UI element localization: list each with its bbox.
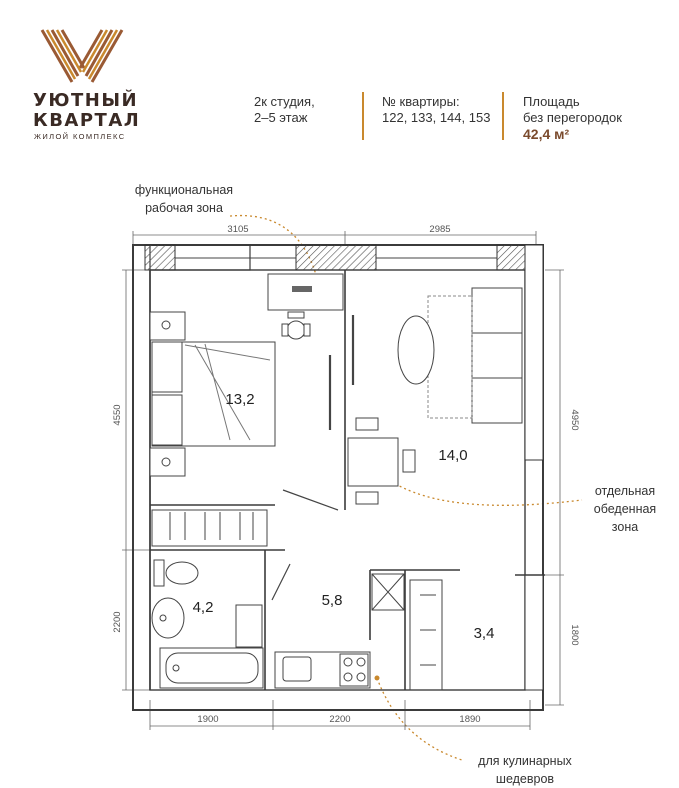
room-bedroom-area: 13,2 bbox=[225, 391, 255, 408]
brand-name bbox=[33, 91, 140, 131]
dim-top-left: 3105 bbox=[227, 224, 249, 235]
dining-line3: зона bbox=[611, 520, 639, 534]
apartment-type bbox=[254, 94, 315, 126]
room-living-area: 14,0 bbox=[438, 447, 468, 464]
toilet bbox=[154, 560, 198, 586]
apartments-label: № квартиры: bbox=[382, 94, 460, 109]
dim-right-top: 4950 bbox=[569, 409, 580, 431]
bed bbox=[150, 312, 275, 476]
apartments-value: 122, 133, 144, 153 bbox=[382, 110, 491, 125]
brand-logo-icon bbox=[40, 28, 124, 84]
kitchen-counter bbox=[275, 652, 370, 688]
apartment-numbers bbox=[382, 94, 490, 126]
kitchen-line2: шедевров bbox=[495, 772, 555, 786]
washbasin bbox=[152, 598, 184, 638]
storage-shelves bbox=[410, 580, 442, 690]
kitchen-dot bbox=[375, 676, 380, 681]
divider-2 bbox=[502, 92, 504, 140]
dim-bottom-left: 1900 bbox=[197, 714, 219, 725]
washing-machine bbox=[236, 605, 262, 647]
dining-line2: обеденная bbox=[593, 502, 657, 516]
work-zone-line1: функциональная bbox=[134, 183, 234, 197]
dining-line1: отдельная bbox=[594, 484, 656, 498]
floor-plan bbox=[0, 160, 679, 780]
kitchen-line1: для кулинарных bbox=[478, 754, 572, 768]
area-label-line2: без перегородок bbox=[523, 110, 622, 125]
dim-top-right: 2985 bbox=[429, 224, 451, 235]
type-line1: 2к студия, bbox=[254, 94, 315, 109]
dim-bottom-right: 1890 bbox=[459, 714, 481, 725]
office-chair bbox=[282, 312, 310, 339]
bathroom-door bbox=[272, 564, 290, 600]
room-bathroom-area: 4,2 bbox=[192, 599, 214, 616]
coffee-table bbox=[398, 316, 434, 384]
wardrobe bbox=[152, 510, 267, 546]
fridge bbox=[372, 574, 404, 610]
type-line2: 2–5 этаж bbox=[254, 110, 308, 125]
divider-1 bbox=[362, 92, 364, 140]
work-zone-line2: рабочая зона bbox=[145, 201, 223, 215]
desk-lamp bbox=[292, 286, 312, 292]
room-storage-area: 3,4 bbox=[473, 625, 495, 642]
dim-left-top: 4550 bbox=[112, 404, 123, 426]
header bbox=[0, 0, 679, 160]
brand-name-line2: КВАРТАЛ bbox=[33, 110, 141, 131]
room-hall-area: 5,8 bbox=[321, 592, 343, 609]
brand-name-line1: УЮТНЫЙ bbox=[33, 90, 139, 111]
brand-subtitle: ЖИЛОЙ КОМПЛЕКС bbox=[34, 132, 126, 141]
area-label-line1: Площадь bbox=[523, 94, 580, 109]
dim-left-bottom: 2200 bbox=[112, 611, 123, 633]
area-value: 42,4 м² bbox=[523, 126, 570, 142]
rug bbox=[428, 296, 472, 418]
bathtub bbox=[160, 648, 263, 688]
dining-table bbox=[348, 418, 415, 504]
dim-bottom-mid: 2200 bbox=[329, 714, 351, 725]
dim-right-bottom: 1800 bbox=[569, 624, 580, 646]
door-swing bbox=[283, 490, 338, 510]
area-info bbox=[523, 94, 622, 142]
sofa bbox=[472, 288, 522, 423]
